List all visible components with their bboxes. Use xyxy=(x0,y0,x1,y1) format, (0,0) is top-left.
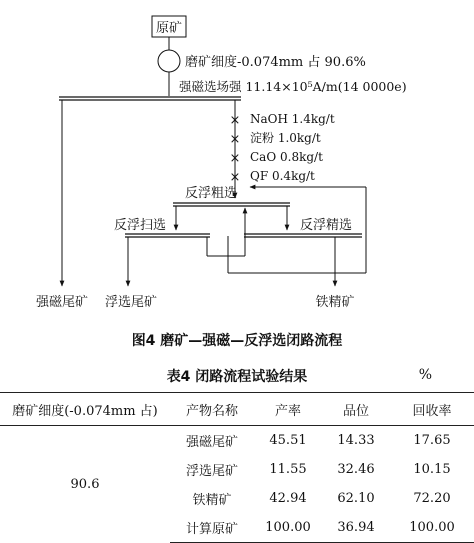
reagent-qf: QF 0.4kg/t xyxy=(250,169,315,183)
table-unit: % xyxy=(418,367,432,383)
header-yield: 产率 xyxy=(254,393,322,426)
feed-label: 原矿 xyxy=(155,21,183,36)
yield-cell: 100.00 xyxy=(254,513,322,543)
header-fineness: 磨矿细度(-0.074mm 占) xyxy=(0,393,170,426)
results-table xyxy=(0,392,474,543)
reagent-starch: 淀粉 1.0kg/t xyxy=(250,131,321,145)
product-iron-concentrate: 铁精矿 xyxy=(315,295,355,310)
svg-text:×: × xyxy=(229,113,241,128)
magnetic-label: 强磁选场强 11.14×10⁵A/m(14 0000e) xyxy=(179,79,407,94)
rougher-label: 反浮粗选 xyxy=(184,186,238,201)
recovery-cell: 100.00 xyxy=(390,513,474,543)
reagent-cao: CaO 0.8kg/t xyxy=(250,150,323,164)
fineness-cell: 90.6 xyxy=(70,476,100,492)
recovery-cell: 10.15 xyxy=(413,462,451,477)
table-row xyxy=(0,426,474,456)
yield-cell: 45.51 xyxy=(269,433,307,448)
header-grade: 品位 xyxy=(322,393,390,426)
svg-text:×: × xyxy=(229,132,241,147)
grinding-label: 磨矿细度-0.074mm 占 90.6% xyxy=(185,55,366,70)
product-name-cell: 计算原矿 xyxy=(170,513,254,543)
product-name-cell: 强磁尾矿 xyxy=(185,435,238,450)
grade-cell: 14.33 xyxy=(337,433,375,448)
product-name-cell: 浮选尾矿 xyxy=(185,464,238,479)
grinding-circle xyxy=(158,50,180,72)
svg-text:×: × xyxy=(229,170,241,185)
reagent-naoh: NaOH 1.4kg/t xyxy=(250,112,335,126)
table-header-row xyxy=(0,393,474,426)
cleaner-label: 反浮精选 xyxy=(299,218,353,233)
grade-cell: 32.46 xyxy=(337,462,375,477)
yield-cell: 42.94 xyxy=(269,491,307,506)
svg-text:×: × xyxy=(229,151,241,166)
table-title: 表4 闭路流程试验结果 xyxy=(166,369,308,385)
product-flotation-tailings: 浮选尾矿 xyxy=(104,295,158,310)
scavenger-label: 反浮扫选 xyxy=(113,218,167,233)
product-magnetic-tailings: 强磁尾矿 xyxy=(35,295,89,310)
product-name-cell: 铁精矿 xyxy=(192,493,232,508)
grade-cell: 36.94 xyxy=(322,513,390,543)
recovery-cell: 17.65 xyxy=(413,433,451,448)
yield-cell: 11.55 xyxy=(269,462,307,477)
figure-caption: 图4 磨矿—强磁—反浮选闭路流程 xyxy=(131,333,343,349)
recovery-cell: 72.20 xyxy=(413,491,451,506)
header-recovery: 回收率 xyxy=(390,393,474,426)
grade-cell: 62.10 xyxy=(337,491,375,506)
header-product: 产物名称 xyxy=(170,393,254,426)
